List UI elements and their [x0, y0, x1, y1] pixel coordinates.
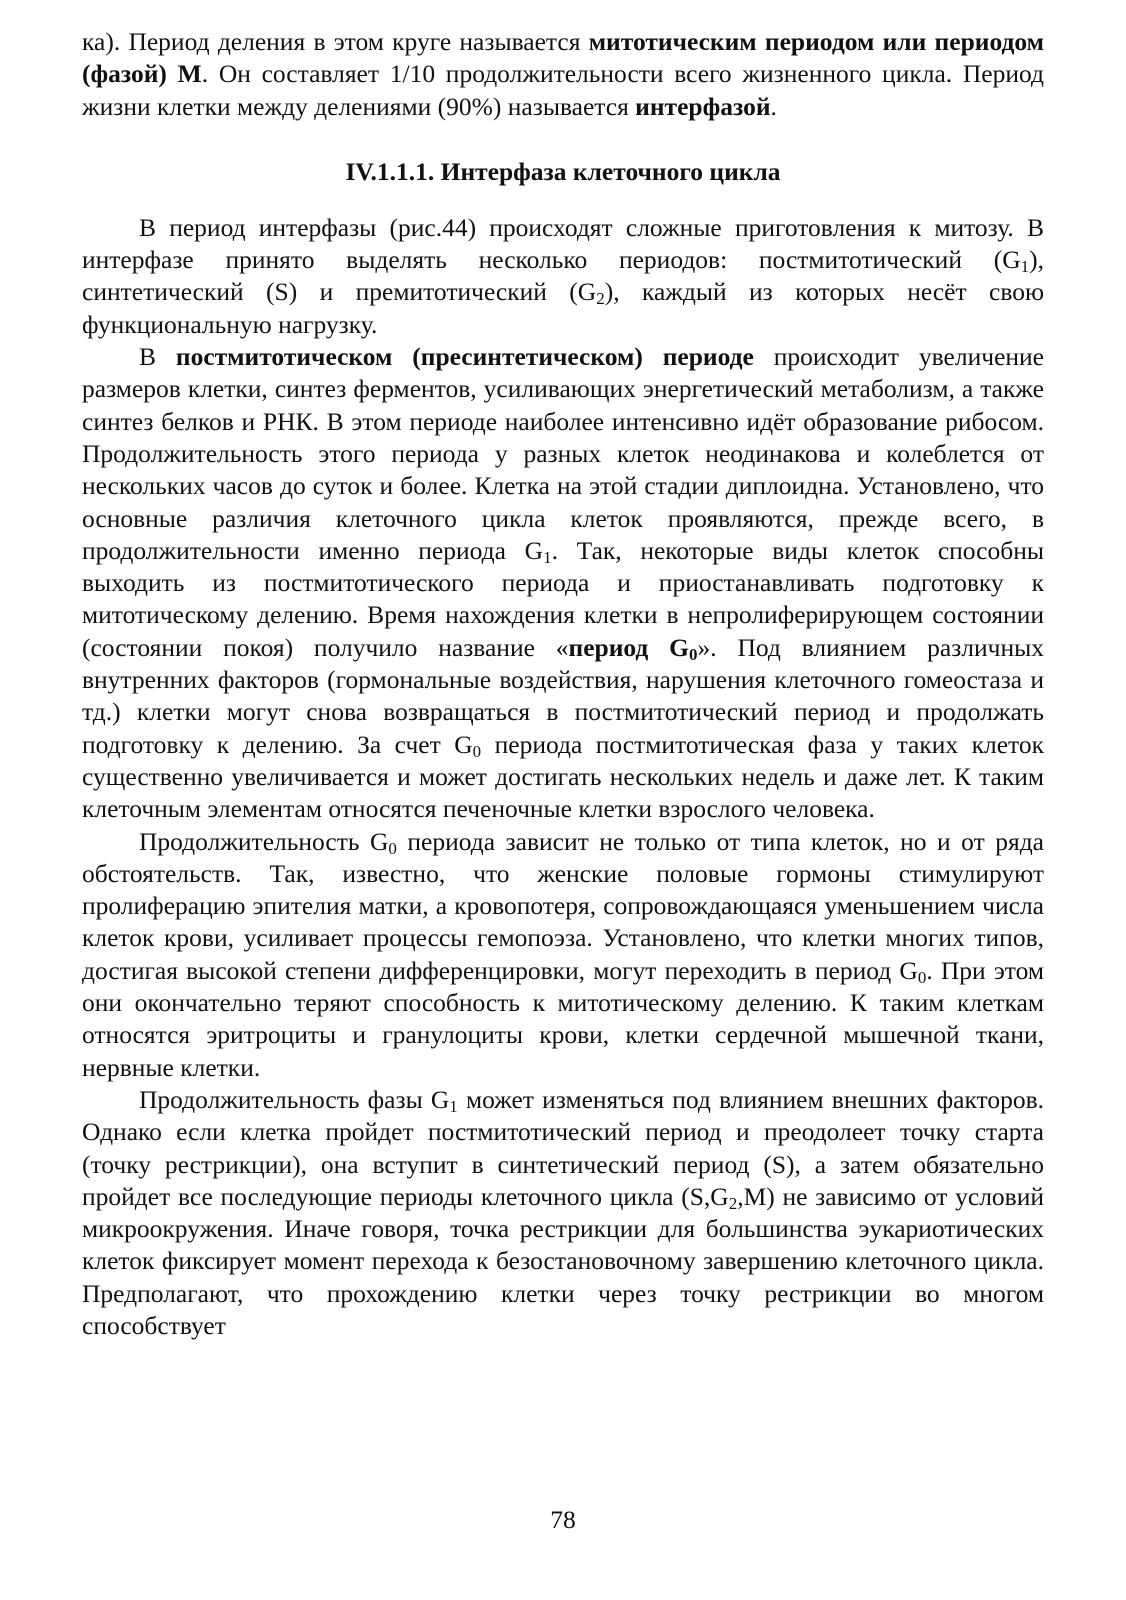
p2-sub-2: 0	[472, 741, 482, 761]
p3-sub-2: 0	[917, 967, 927, 987]
intro-text-3: .	[770, 91, 777, 121]
p1-text-1: В период интерфазы (рис.44) происходят сложные приготовления к митозу. В интерфазе принято выделять несколько периодов: постмитотический (G	[82, 212, 1044, 275]
p4-sub-1: 1	[449, 1096, 458, 1116]
intro-text-1: ка). Период деления в этом круге называется	[82, 27, 589, 56]
p1-text-3: ), каждый из которых несёт свою функциональную нагрузку.	[82, 277, 1044, 339]
p4-text-3: ,M) не зависимо от условий микроокружения. Иначе говоря, точка рестрикции для большинства эукариотических клеток фиксирует момент перехода к безостановочному завершению клеточного цикла. Предполагают, что прохождению клетки через точку рестрикции во многом способствует	[82, 1181, 1045, 1340]
intro-bold-mitotic-period: митотическим периодом или периодом (фазой) М	[82, 27, 1044, 89]
p3-text-3: . При этом они окончательно теряют способность к митотическому делению. К таким клеткам относятся эритроциты и гранулоциты крови, клетки сердечной мышечной ткани, нервные клетки.	[82, 955, 1045, 1082]
paragraph-postmitotic-period	[82, 341, 1044, 825]
p2-text-2: происходит увеличение размеров клетки, синтез ферментов, усиливающих энергетический метаболизм, а также синтез белков и РНК. В этом периоде наиболее интенсивно идёт образование рибосом. Продолжительность этого периода у разных клеток неодинакова и колеблется от нескольких часов до суток и более. Клетка на этой стадии диплоидна. Установлено, что основные различия клеточного цикла клеток проявляются, прежде всего, в продолжительности именно периода G	[82, 342, 1044, 565]
p3-text-1: Продолжительность G	[139, 826, 389, 856]
page-content	[82, 26, 1044, 1566]
p2-bold-g0-text: период G	[568, 632, 689, 662]
p4-text-2: может изменяться под влиянием внешних факторов. Однако если клетка пройдет постмитотический период и преодолеет точку старта (точку рестрикции), она вступит в синтетический период (S), а затем обязательно пройдет все последующие периоды клеточного цикла (S,G	[82, 1084, 1044, 1211]
p2-bold-g0-period	[569, 633, 698, 662]
paragraph-g0-duration	[82, 826, 1044, 1084]
page-number: 78	[550, 1505, 576, 1534]
p2-text-3: . Так, некоторые виды клеток способны выходить из постмитотического периода и приостанавливать подготовку к митотическому делению. Время нахождения клетки в непролиферирующем состоянии (состоянии покоя) получило название «	[82, 535, 1044, 662]
p2-text-5: периода постмитотическая фаза у таких клеток существенно увеличивается и может достигать нескольких недель и даже лет. К таким клеточным элементам относятся печеночные клетки взрослого человека.	[82, 729, 1044, 824]
p3-text-2: периода зависит не только от типа клеток, но и от ряда обстоятельств. Так, известно, что женские половые гормоны стимулируют пролиферацию эпителия матки, а кровопотеря, сопровождающаяся уменьшением числа клеток крови, усиливает процессы гемопоэза. Установлено, что клетки многих типов, достигая высокой степени дифференцировки, могут переходить в период G	[82, 826, 1044, 985]
p2-text-4: ». Под влиянием различных внутренних факторов (гормональные воздействия, нарушения клеточного гомеостаза и тд.) клетки могут снова возвращаться в постмитотический период и продолжать подготовку к делению. За счет G	[82, 632, 1044, 759]
intro-bold-interphase: интерфазой	[635, 91, 771, 121]
paragraph-interphase-periods	[82, 212, 1044, 341]
p4-sub-2: 2	[728, 1193, 738, 1213]
section-heading: IV.1.1.1. Интерфаза клеточного цикла	[345, 156, 781, 186]
p2-bold-postmitotic: постмитотическом (пресинтетическом) периоде	[175, 342, 754, 372]
p2-text-1: В	[139, 342, 176, 372]
intro-text-2: . Он составляет 1/10 продолжительности всего жизненного цикла. Период жизни клетки между делениями (90%) называется	[82, 59, 1044, 121]
p1-sub-1: 1	[1020, 257, 1030, 277]
p2-sub-1: 1	[543, 547, 552, 567]
p1-sub-2: 2	[596, 289, 605, 309]
paragraph-g1-duration	[82, 1084, 1044, 1342]
p4-text-1: Продолжительность фазы G	[139, 1084, 450, 1114]
p2-bold-g0-sub: 0	[689, 644, 698, 664]
intro-paragraph	[82, 26, 1044, 123]
p1-text-2: ), синтетический (S) и премитотический (G	[82, 245, 1044, 307]
p3-sub-1: 0	[388, 838, 397, 858]
